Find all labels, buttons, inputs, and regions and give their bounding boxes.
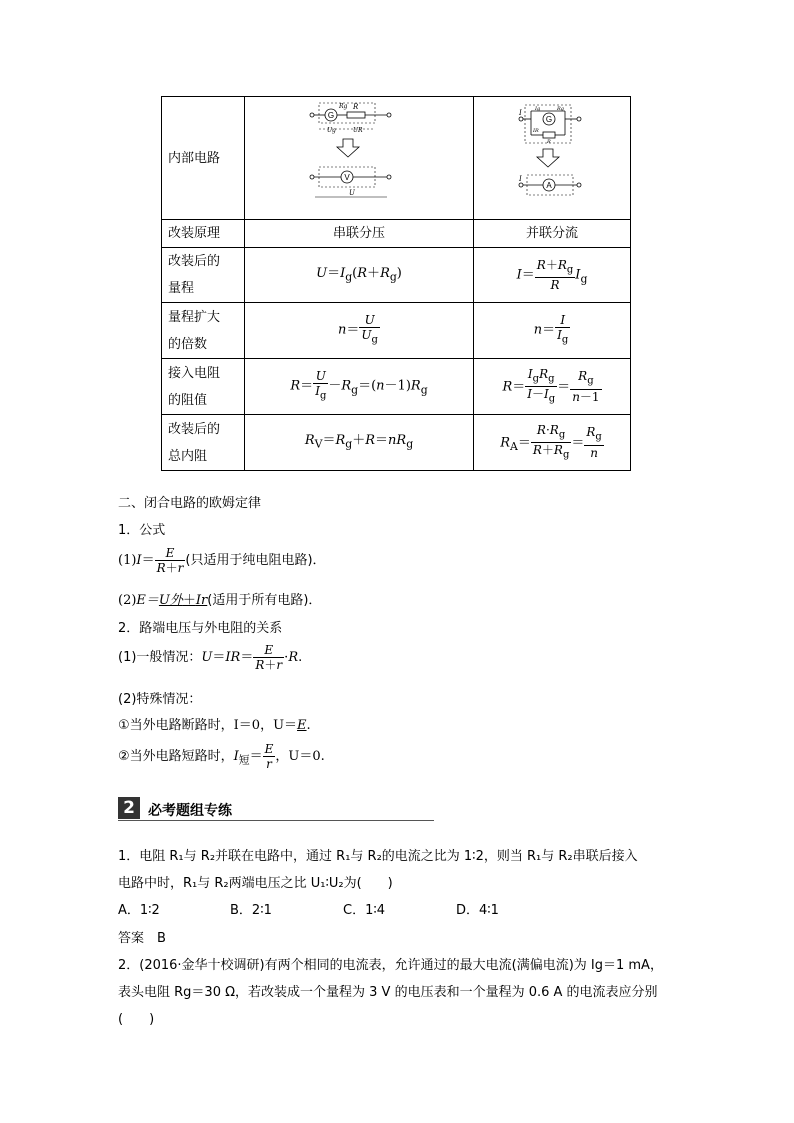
multiple-voltmeter-formula: n＝ $\frac{U}{U_g}$ [245, 303, 474, 359]
ammeter-rg-label: Rg [557, 106, 564, 112]
galvanometer-label: G [327, 111, 335, 120]
open-circuit-case: ①当外电路断路时，I＝0，U＝E. [118, 718, 311, 733]
ammeter-galvanometer-label: G [545, 115, 553, 124]
multiple-ammeter-formula: n＝ $\frac{I}{I_g}$ [474, 303, 631, 359]
row-label-total: 改装后的 总内阻 [162, 415, 245, 471]
formula-1: (1)I＝ $\frac{E}{R+r}$ (只适用于纯电阻电路)． [118, 546, 326, 575]
formula-subheading: 1．公式 [118, 523, 166, 538]
ir-label: IR [533, 128, 539, 134]
q2-line3: ( ) [118, 1012, 155, 1027]
ammeter-label: A [546, 181, 552, 190]
q2-line1: 2．(2016·金华十校调研)有两个相同的电流表，允许通过的最大电流(满偏电流)为 Ig＝1 mA， [118, 958, 663, 973]
ur-label: UR [353, 127, 363, 134]
ammeter-circuit-svg [517, 101, 587, 205]
total-ammeter-formula: $R_A=$ $\frac{R\cdot R_g}{R+R_g}$ ＝ $\frac{R_g}{n}$ [474, 415, 631, 471]
ammeter-i-label: I [519, 175, 522, 183]
range-ammeter-formula: I＝ $\frac{R+R_g}{R}$ $I_g$ [474, 248, 631, 303]
u-label: U [349, 189, 355, 197]
ammeter-circuit-diagram [474, 97, 631, 220]
row-label-multiple: 量程扩大 的倍数 [162, 303, 245, 359]
general-case: (1)一般情况：U＝IR＝ $\frac{E}{R+r}$ ·R. [118, 643, 303, 672]
voltmeter-circuit-diagram [245, 97, 474, 220]
voltmeter-label: V [344, 173, 350, 182]
section2-divider [118, 820, 434, 821]
row-label-internal: 内部电路 [162, 97, 245, 220]
r-label: R [353, 103, 359, 111]
q1-line2: 电路中时，R₁与 R₂两端电压之比 U₁∶U₂为( ) [118, 876, 393, 891]
section1-heading: 二、闭合电路的欧姆定律 [118, 496, 262, 511]
row-label-principle: 改装原理 [162, 220, 245, 248]
q1-option-c: C．1∶4 [343, 903, 386, 918]
ammeter-down-arrow-icon [537, 149, 559, 167]
q1-answer: 答案 B [118, 931, 166, 946]
comparison-table [161, 96, 631, 471]
range-voltmeter-formula: $U=I_g(R+R_g)$ [245, 248, 474, 303]
q2-line2: 表头电阻 Rg＝30 Ω，若改装成一个量程为 3 V 的电压表和一个量程为 0.6 A 的电流表应分别 [118, 985, 658, 1000]
row-label-range: 改装后的 量程 [162, 248, 245, 303]
ammeter-r-label: R [547, 139, 551, 145]
voltmeter-circuit-svg [309, 97, 409, 209]
formula-2: (2)E＝U外＋Ir(适用于所有电路)． [118, 593, 322, 608]
ug-label: Ug [327, 127, 336, 134]
rg-label: Rg [339, 103, 348, 110]
short-circuit-case: ②当外电路短路时，$I_短=$ $\frac{E}{r}$ ，U＝0. [118, 742, 325, 771]
principle-ammeter: 并联分流 [474, 220, 631, 248]
row-label-resistor: 接入电阻 的阻值 [162, 359, 245, 415]
voltage-subheading: 2．路端电压与外电阻的关系 [118, 621, 283, 636]
q1-option-a: A．1∶2 [118, 903, 160, 918]
q1-line1: 1．电阻 R₁与 R₂并联在电路中，通过 R₁与 R₂的电流之比为 1∶2，则当 R₁与 R₂串联后接入 [118, 849, 638, 864]
resistor-ammeter-formula: R＝ $\frac{I_gR_g}{I-I_g}$ ＝ $\frac{R_g}{n-1}$ [474, 359, 631, 415]
total-voltmeter-formula: $R_V=R_g+R=nR_g$ [245, 415, 474, 471]
ig-label: Ig [535, 106, 541, 112]
special-case: (2)特殊情况： [118, 692, 202, 707]
q1-option-d: D．4∶1 [456, 903, 499, 918]
i-label: I [519, 109, 522, 117]
q1-option-b: B．2∶1 [230, 903, 272, 918]
down-arrow-icon [337, 139, 359, 157]
section2-title: 必考题组专练 [148, 803, 232, 819]
resistor-voltmeter-formula: R＝ $\frac{U}{I_g}$ $-R_g=(n-1)R_g$ [245, 359, 474, 415]
principle-voltmeter: 串联分压 [245, 220, 474, 248]
section2-badge: 2 [118, 797, 140, 819]
